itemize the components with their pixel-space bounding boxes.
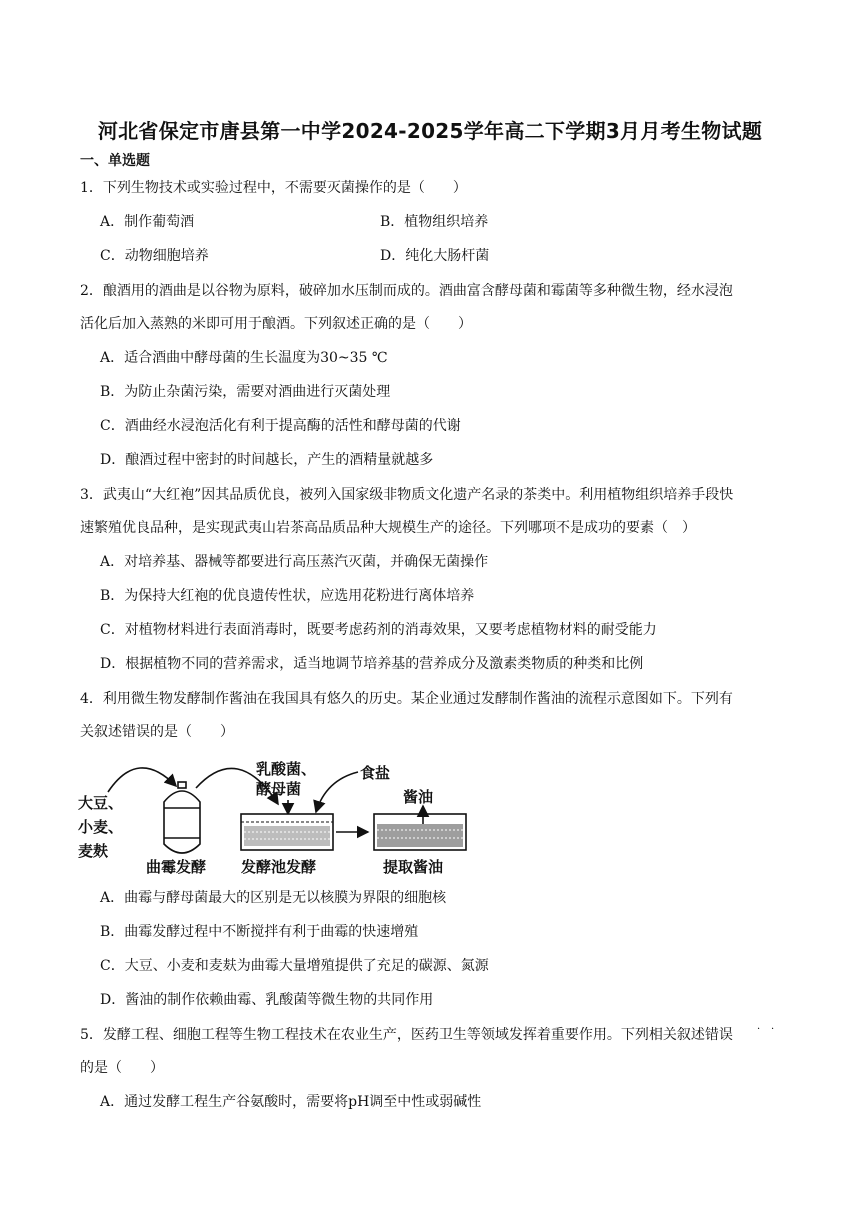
question-4-stem-line2: 关叙述错误的是（ ） — [80, 724, 234, 740]
question-3-option-b: B．为保持大红袍的优良遗传性状，应选用花粉进行离体培养 — [100, 588, 475, 604]
question-2-option-d: D．酿酒过程中密封的时间越长，产生的酒精量就越多 — [100, 452, 434, 468]
question-2-stem-line1: 2．酿酒用的酒曲是以谷物为原料，破碎加水压制而成的。酒曲富含酵母菌和霉菌等多种微生物，经水浸泡 — [80, 283, 733, 299]
salt-label: 食盐 — [360, 764, 391, 782]
question-3-stem-line2: 速繁殖优良品种，是实现武夷山岩茶高品质品种大规模生产的途径。下列哪项不是成功的要素（ ） — [80, 520, 696, 536]
arrow-to-fermenter — [108, 768, 176, 792]
question-3-stem-line1: 3．武夷山“大红袍”因其品质优良，被列入国家级非物质文化遗产名录的茶类中。利用植物组织培养手段快 — [80, 487, 734, 503]
emphasis-dot-2: · — [771, 1024, 775, 1035]
question-2-option-c: C．酒曲经水浸泡活化有利于提高酶的活性和酵母菌的代谢 — [100, 418, 461, 434]
emphasis-dot-1: · — [757, 1024, 761, 1035]
raw-material-label-3: 麦麸 — [78, 842, 109, 860]
extraction-tank-icon — [374, 806, 466, 850]
fermenter-tank-icon — [164, 782, 200, 853]
soy-sauce-product-label: 酱油 — [403, 788, 434, 806]
step-pond-fermentation-label: 发酵池发酵 — [241, 858, 317, 876]
question-1-stem: 1．下列生物技术或实验过程中，不需要灭菌操作的是（ ） — [80, 180, 467, 196]
question-2-option-a: A．适合酒曲中酵母菌的生长温度为30~35 ℃ — [100, 350, 388, 366]
step-koji-fermentation-label: 曲霉发酵 — [146, 858, 207, 876]
microbe-label-2: 酵母菌 — [256, 780, 302, 798]
question-1-option-c: C．动物细胞培养 — [100, 248, 209, 264]
question-1-option-d: D．纯化大肠杆菌 — [380, 248, 490, 264]
raw-material-label-2: 小麦、 — [78, 818, 124, 836]
question-4-option-b: B．曲霉发酵过程中不断搅拌有利于曲霉的快速增殖 — [100, 924, 419, 940]
question-3-option-a: A．对培养基、器械等都要进行高压蒸汽灭菌，并确保无菌操作 — [100, 554, 489, 570]
arrow-salt-down — [316, 772, 358, 812]
fermentation-pond-icon — [241, 814, 333, 850]
question-4-option-c: C．大豆、小麦和麦麸为曲霉大量增殖提供了充足的碳源、氮源 — [100, 958, 489, 974]
question-3-option-d: D．根据植物不同的营养需求，适当地调节培养基的营养成分及激素类物质的种类和比例 — [100, 656, 644, 672]
question-1-option-b: B．植物组织培养 — [380, 214, 489, 230]
question-4-option-a: A．曲霉与酵母菌最大的区别是无以核膜为界限的细胞核 — [100, 890, 447, 906]
soy-sauce-process-diagram — [78, 752, 478, 882]
question-3-option-c: C．对植物材料进行表面消毒时，既要考虑药剂的消毒效果，又要考虑植物材料的耐受能力 — [100, 622, 657, 638]
page-title: 河北省保定市唐县第一中学2024-2025学年高二下学期3月月考生物试题 — [97, 119, 763, 143]
question-4-option-d: D．酱油的制作依赖曲霉、乳酸菌等微生物的共同作用 — [100, 992, 434, 1008]
question-1-option-a: A．制作葡萄酒 — [100, 214, 195, 230]
raw-material-label-1: 大豆、 — [78, 794, 124, 812]
section-heading: 一、单选题 — [80, 153, 150, 169]
question-2-stem-line2: 活化后加入蒸熟的米即可用于酿酒。下列叙述正确的是（ ） — [80, 316, 472, 332]
question-5-option-a: A．通过发酵工程生产谷氨酸时，需要将pH调至中性或弱碱性 — [100, 1094, 482, 1110]
question-2-option-b: B．为防止杂菌污染，需要对酒曲进行灭菌处理 — [100, 384, 391, 400]
microbe-label-1: 乳酸菌、 — [256, 760, 317, 778]
question-4-stem-line1: 4．利用微生物发酵制作酱油在我国具有悠久的历史。某企业通过发酵制作酱油的流程示意图如下。下列有 — [80, 691, 733, 707]
question-5-stem-line2: 的是（ ） — [80, 1060, 164, 1076]
step-extraction-label: 提取酱油 — [383, 858, 444, 876]
question-5-stem-line1: 5．发酵工程、细胞工程等生物工程技术在农业生产，医药卫生等领域发挥着重要作用。下列相关叙述错误 — [80, 1027, 733, 1043]
